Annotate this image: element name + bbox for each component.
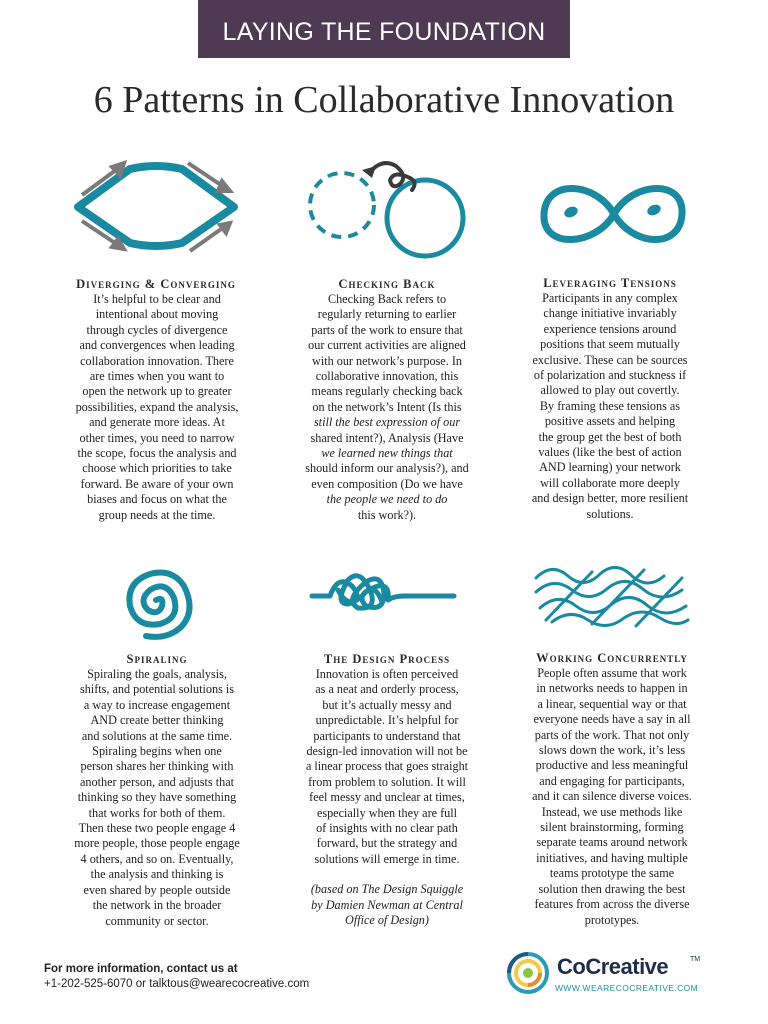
text-line: parts of the work to ensure that	[311, 322, 463, 337]
heading-leveraging-tensions: Leveraging Tensions	[543, 276, 677, 290]
concurrent-waves-icon	[532, 562, 692, 632]
cocreative-logo[interactable]	[505, 948, 705, 998]
citation-line: Office of Design)	[345, 913, 429, 928]
diamond-arrows-icon	[72, 155, 242, 255]
text-line: another person, and adjusts that	[80, 774, 234, 789]
text-line: design-led innovation will not be	[306, 744, 468, 759]
logo-name: CoCreative	[557, 954, 669, 979]
text-line: parts of the work. That not only	[534, 727, 690, 742]
design-squiggle-icon	[308, 560, 458, 620]
text-line: Checking Back refers to	[327, 292, 447, 306]
text-line: unpredictable. It’s helpful for	[315, 713, 459, 728]
text-line: 4 others, and so on. Eventually,	[80, 851, 234, 866]
heading-design-process: The Design Process	[323, 652, 451, 666]
text-line: especially when they are full	[316, 805, 458, 820]
text-line: AND create better thinking	[90, 713, 224, 728]
text-line: and convergences when leading	[79, 338, 235, 353]
text-line: allowed to play out covertly.	[540, 383, 680, 398]
text-line: possibilities, expand the analysis,	[75, 399, 239, 414]
circles-loop-icon	[300, 150, 475, 265]
text-line: intentional about moving	[95, 307, 219, 322]
text-line: Innovation is often perceived	[315, 667, 459, 681]
body-diverging-converging	[57, 292, 257, 523]
body-design-process	[287, 667, 487, 929]
phone-link[interactable]: +1-202-525-6070	[44, 978, 133, 990]
text-line: change initiative invariably	[543, 306, 677, 321]
text-line: regularly returning to earlier	[317, 307, 457, 322]
text-line: the group get the best of both	[538, 429, 682, 444]
text-line: silent brainstorming, forming	[540, 820, 684, 835]
text-line: we learned new things that	[321, 446, 453, 461]
logo-trademark: TM	[690, 956, 701, 963]
text-line: even composition (Do we have	[311, 476, 463, 491]
text-line: participants to understand that	[313, 728, 461, 743]
text-line: of insights with no clear path	[316, 821, 458, 836]
heading-working-concurrently: Working Concurrently	[536, 651, 688, 665]
text-line: Instead, we use methods like	[541, 804, 683, 819]
text-line: It’s helpful to be clear and	[93, 292, 221, 306]
footer-contact	[44, 962, 309, 992]
text-line: Spiraling the goals, analysis,	[87, 667, 227, 681]
heading-diverging-converging: Diverging & Converging	[76, 277, 236, 291]
text-line: as a neat and orderly process,	[315, 682, 459, 697]
text-line: through cycles of divergence	[86, 322, 228, 337]
text-line: AND learning) your network	[539, 460, 681, 475]
text-line: solutions will emerge in time.	[314, 851, 460, 866]
text-line: everyone needs have a say in all	[533, 712, 691, 727]
text-line: features from across the diverse	[534, 897, 690, 912]
text-line: Then these two people engage 4	[78, 821, 236, 836]
text-line: collaborative innovation, this	[315, 369, 459, 384]
text-line: group needs at the time.	[98, 507, 216, 522]
text-line: separate teams around network	[536, 835, 688, 850]
text-line: initiatives, and having multiple	[536, 850, 688, 865]
text-line: more people, those people engage	[74, 836, 240, 851]
text-line: should inform our analysis?), and	[305, 461, 469, 476]
page-title: 6 Patterns in Collaborative Innovation	[93, 79, 675, 121]
text-line: and generate more ideas. At	[89, 415, 225, 430]
text-line: the analysis and thinking is	[90, 867, 224, 882]
text-line: but it’s actually messy and	[322, 697, 452, 712]
text-line: from problem to solution. It will	[308, 774, 466, 789]
text-line: experience tensions around	[543, 321, 677, 336]
spiral-icon	[112, 560, 202, 645]
text-line: even shared by people outside	[83, 882, 231, 897]
text-line: productive and less meaningful	[535, 758, 689, 773]
website-link[interactable]: WWW.WEARECOCREATIVE.COM	[555, 983, 699, 993]
text-line: that works for both of them.	[88, 805, 226, 820]
text-line: community or sector.	[105, 913, 209, 928]
text-line: other times, you need to narrow	[79, 430, 235, 445]
text-line: values (like the best of action	[538, 445, 682, 460]
text-line: a linear, sequential way or that	[537, 696, 687, 711]
text-line: People often assume that work	[537, 666, 687, 680]
text-line: person shares her thinking with	[80, 759, 234, 774]
text-line: slows down the work, it’s less	[538, 743, 686, 758]
text-line: are times when you want to	[89, 369, 225, 384]
text-line: with our network’s purpose. In	[312, 353, 462, 368]
text-line: positions that seem mutually	[540, 337, 680, 352]
heading-spiraling: Spiraling	[126, 652, 188, 666]
text-line: choose which priorities to take	[82, 461, 232, 476]
text-line: and engaging for participants,	[539, 773, 685, 788]
text-line: on the network’s Intent (Is this	[312, 399, 462, 414]
body-spiraling	[57, 667, 257, 929]
text-line: shifts, and potential solutions is	[79, 682, 235, 697]
text-line: collaboration innovation. There	[80, 353, 234, 368]
text-line: and solutions at the same time.	[81, 728, 233, 743]
text-line: forward, but the strategy and	[316, 836, 458, 851]
infinity-icon	[536, 172, 691, 257]
text-line: will collaborate more deeply	[540, 475, 680, 490]
text-line: prototypes.	[584, 912, 640, 927]
text-line: shared intent?), Analysis (Have	[310, 430, 464, 445]
text-line: Spiraling begins when one	[92, 744, 222, 759]
text-line: of polarization and stuckness if	[533, 368, 687, 383]
text-line: a linear process that goes straight	[305, 759, 469, 774]
logo-mark-icon	[505, 950, 551, 996]
text-line: teams prototype the same	[549, 866, 675, 881]
contact-intro: For more information, contact us at	[44, 963, 238, 975]
citation-line: by Damien Newman at Central	[311, 897, 463, 912]
body-checking-back	[287, 292, 487, 523]
text-line: solution then drawing the best	[538, 881, 686, 896]
or-text: or	[135, 978, 146, 990]
email-link[interactable]: talktous@wearecocreative.com	[149, 978, 310, 990]
text-line: open the network up to greater	[82, 384, 232, 399]
heading-checking-back: Checking Back	[338, 277, 436, 291]
text-line: the people we need to do	[326, 492, 448, 507]
text-line: in networks needs to happen in	[536, 681, 688, 696]
citation-line: (based on The Design Squiggle	[310, 882, 464, 897]
text-line: still the best expression of our	[313, 415, 461, 430]
text-line: Participants in any complex	[542, 291, 678, 305]
text-line: positive assets and helping	[544, 414, 676, 429]
text-line: biases and focus on what the	[87, 492, 227, 507]
text-line: feel messy and unclear at times,	[309, 790, 465, 805]
text-line: forward. Be aware of your own	[80, 476, 234, 491]
body-leveraging-tensions	[510, 291, 710, 522]
text-line: the scope, focus the analysis and	[77, 446, 237, 461]
text-line: solutions.	[586, 506, 634, 521]
text-line: a way to increase engagement	[83, 697, 231, 712]
text-line: and it can silence diverse voices.	[532, 789, 692, 804]
body-working-concurrently	[512, 666, 712, 928]
text-line: the network in the broader	[92, 898, 222, 913]
section-banner: LAYING THE FOUNDATION	[198, 0, 570, 58]
text-line: means regularly checking back	[311, 384, 463, 399]
text-line: exclusive. These can be sources	[532, 352, 688, 367]
text-line: this work?).	[357, 507, 417, 522]
text-line: By framing these tensions as	[539, 398, 681, 413]
text-line: and design better, more resilient	[531, 491, 689, 506]
text-line: our current activities are aligned	[308, 338, 466, 353]
text-line: thinking so they have something	[77, 790, 237, 805]
